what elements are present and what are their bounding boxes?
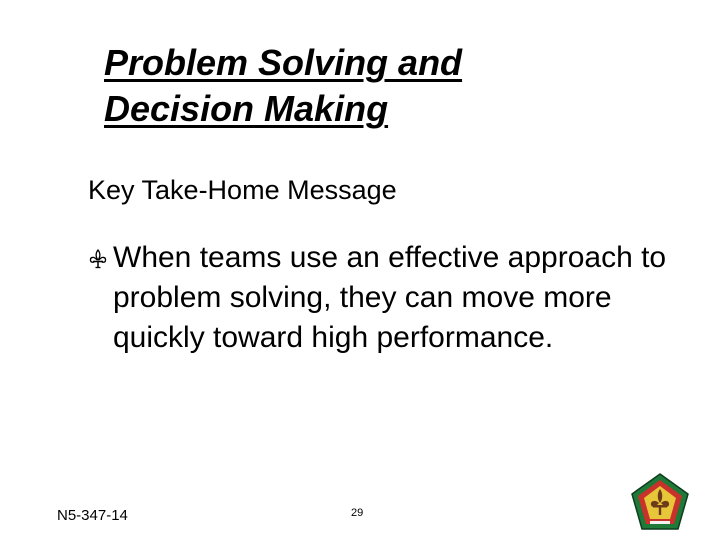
fleur-de-lis-icon — [88, 249, 108, 269]
page-number: 29 — [351, 507, 364, 519]
bullet-text: When teams use an effective approach to problem solving, they can move more quickly toward high performance. — [113, 241, 667, 354]
subtitle: Key Take-Home Message — [88, 175, 397, 205]
wood-badge-logo-icon — [630, 472, 690, 532]
title-line-1: Problem Solving and — [104, 42, 463, 83]
bullet-item — [88, 238, 698, 358]
title-line-2: Decision Making — [104, 88, 389, 129]
slide-title — [104, 40, 664, 132]
footer-code: N5-347-14 — [57, 507, 128, 524]
